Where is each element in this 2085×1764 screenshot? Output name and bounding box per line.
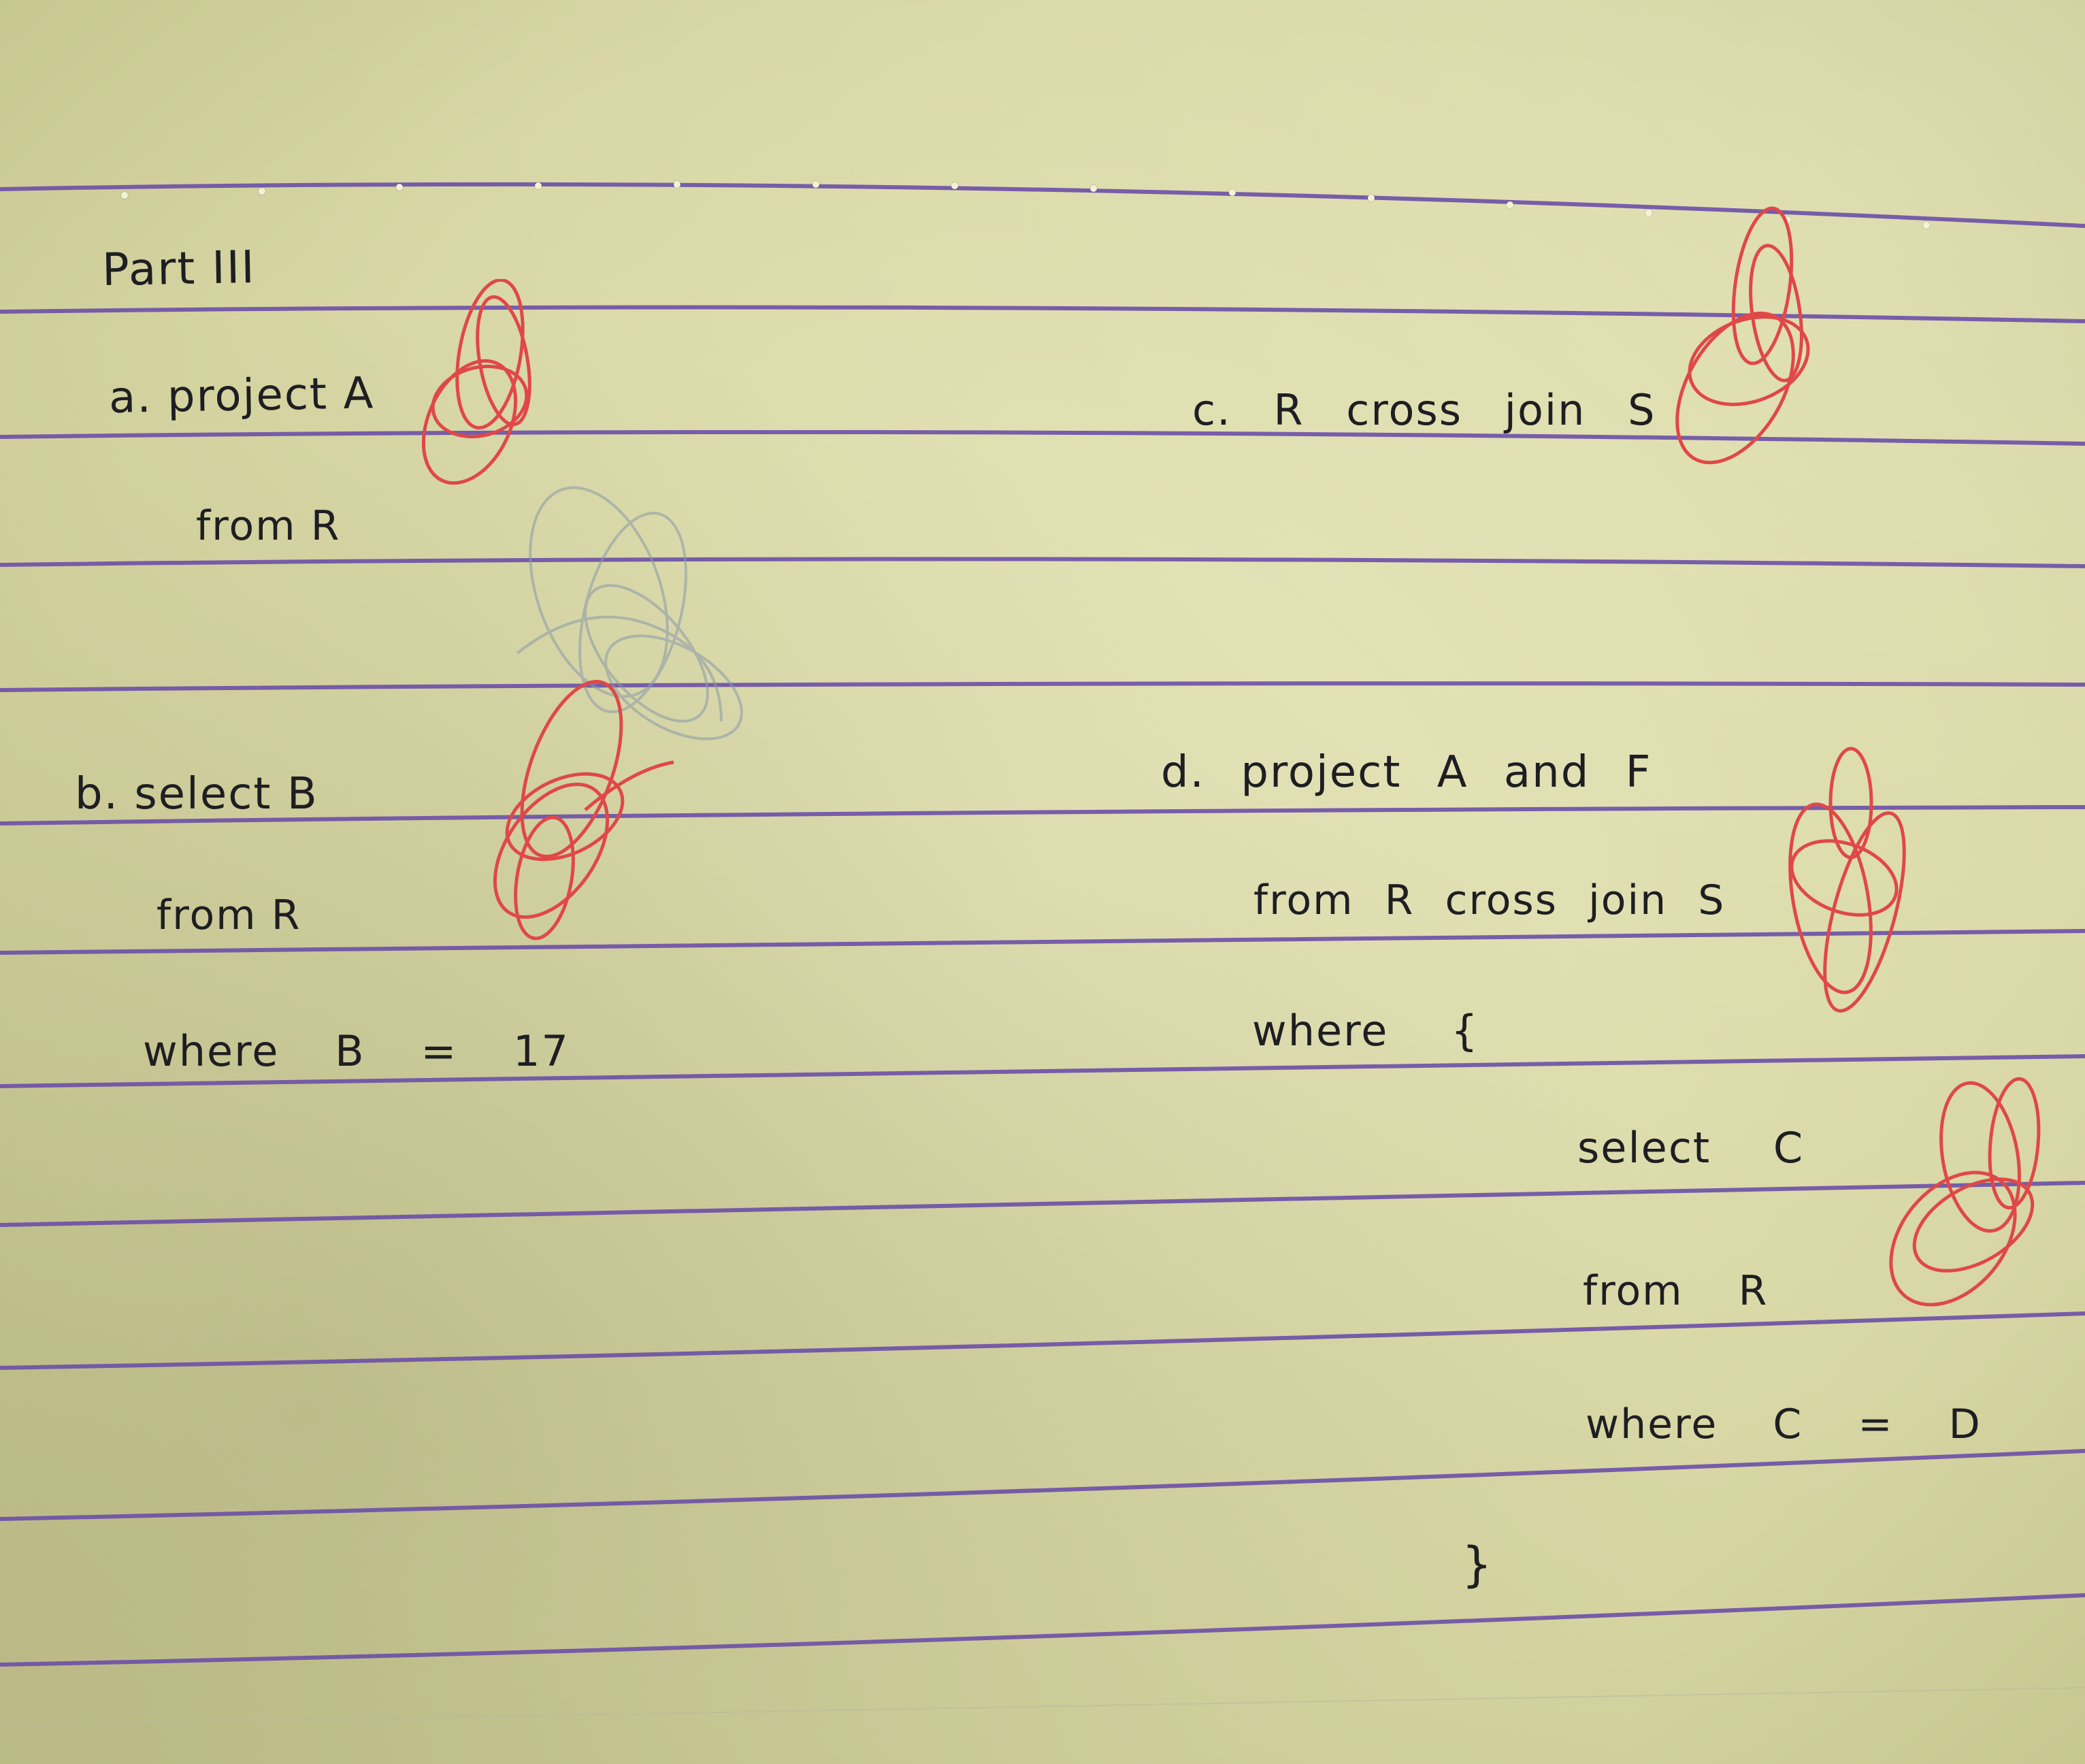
grade-mark-c bbox=[1660, 204, 1837, 490]
answer-d-line-6: where C = D bbox=[1586, 1401, 1982, 1448]
answer-b-line-2: from R bbox=[157, 892, 301, 939]
answer-b-line-3: where B = 17 bbox=[143, 1026, 570, 1076]
part-title: Part III bbox=[101, 241, 257, 296]
grade-mark-d-outer bbox=[1762, 742, 1933, 1028]
answer-d-line-7: } bbox=[1462, 1537, 1494, 1592]
answer-a-line-2: from R bbox=[196, 502, 341, 550]
answer-c-line-1: c. R cross join S bbox=[1192, 385, 1656, 435]
answer-d-line-3: where { bbox=[1252, 1006, 1479, 1056]
answer-d-line-4: select C bbox=[1577, 1123, 1805, 1173]
answer-b-line-1: b. select B bbox=[75, 769, 318, 819]
answer-d-line-1: d. project A and F bbox=[1161, 747, 1652, 798]
grade-mark-d-inner bbox=[1878, 1075, 2055, 1334]
grade-mark-a bbox=[401, 279, 565, 510]
grade-mark-b bbox=[470, 674, 687, 946]
answer-a-line-1: a. project A bbox=[108, 368, 375, 423]
answer-d-line-5: from R bbox=[1583, 1267, 1769, 1315]
answer-d-line-2: from R cross join S bbox=[1253, 877, 1726, 924]
